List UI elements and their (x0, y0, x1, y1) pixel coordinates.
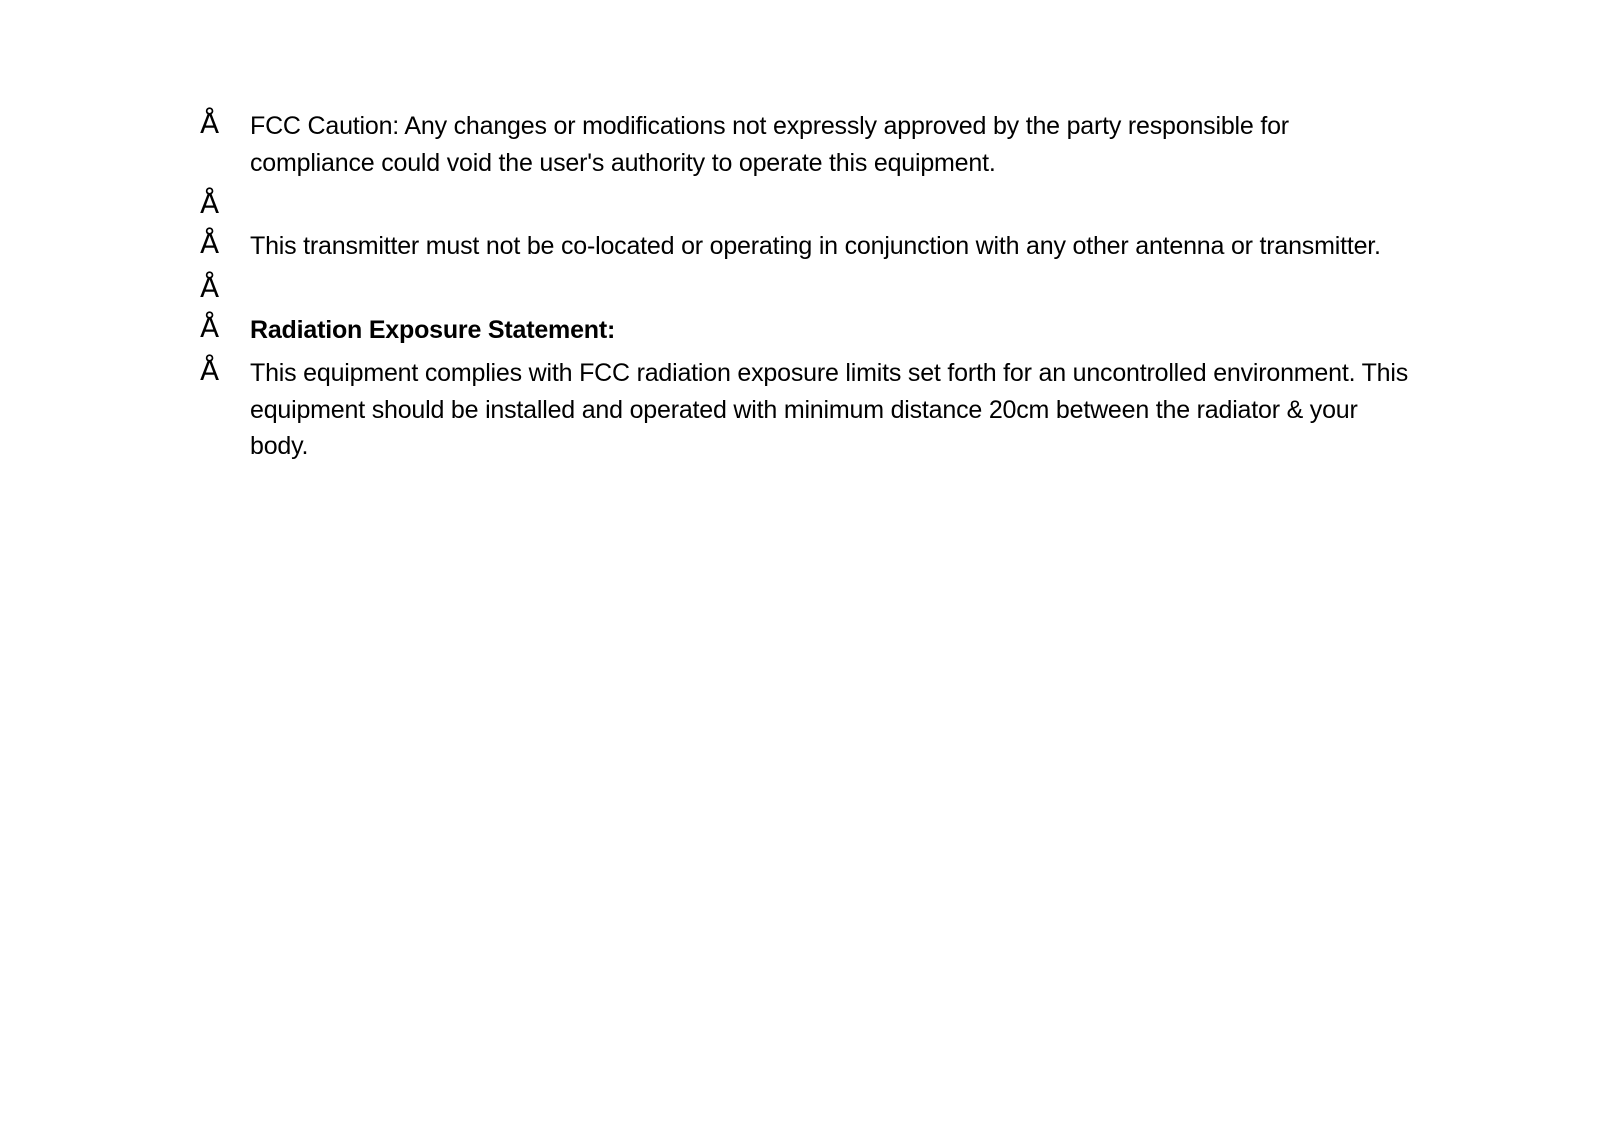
fcc-caution-text: FCC Caution: Any changes or modifications not expressly approved by the party responsible for compliance could void the user's authority to operate this equipment. (250, 112, 1289, 177)
list-item-fcc-caution (200, 108, 1410, 181)
bullet-glyph: Å (200, 354, 220, 387)
colocation-text: This transmitter must not be co-located or operating in conjunction with any other antenna or transmitter. (250, 232, 1381, 260)
list-item-colocation (200, 228, 1410, 265)
list-item-empty-2 (200, 272, 1410, 312)
bullet-glyph: Å (200, 187, 220, 220)
bullet-glyph: Å (200, 107, 220, 140)
bullet-glyph: Å (200, 310, 220, 344)
radiation-exposure-text: This equipment complies with FCC radiation exposure limits set forth for an uncontrolled environment. This equipment should be installed and operated with minimum distance 20cm between the radiator & your body. (250, 359, 1409, 460)
bullet-glyph: Å (200, 270, 220, 304)
list-item-radiation-statement (200, 355, 1410, 465)
list-item-radiation-heading (200, 312, 1410, 349)
statement-list (200, 108, 1410, 465)
bullet-glyph: Å (200, 227, 220, 260)
list-item-empty-1 (200, 188, 1410, 228)
radiation-exposure-heading: Radiation Exposure Statement: (250, 315, 616, 344)
